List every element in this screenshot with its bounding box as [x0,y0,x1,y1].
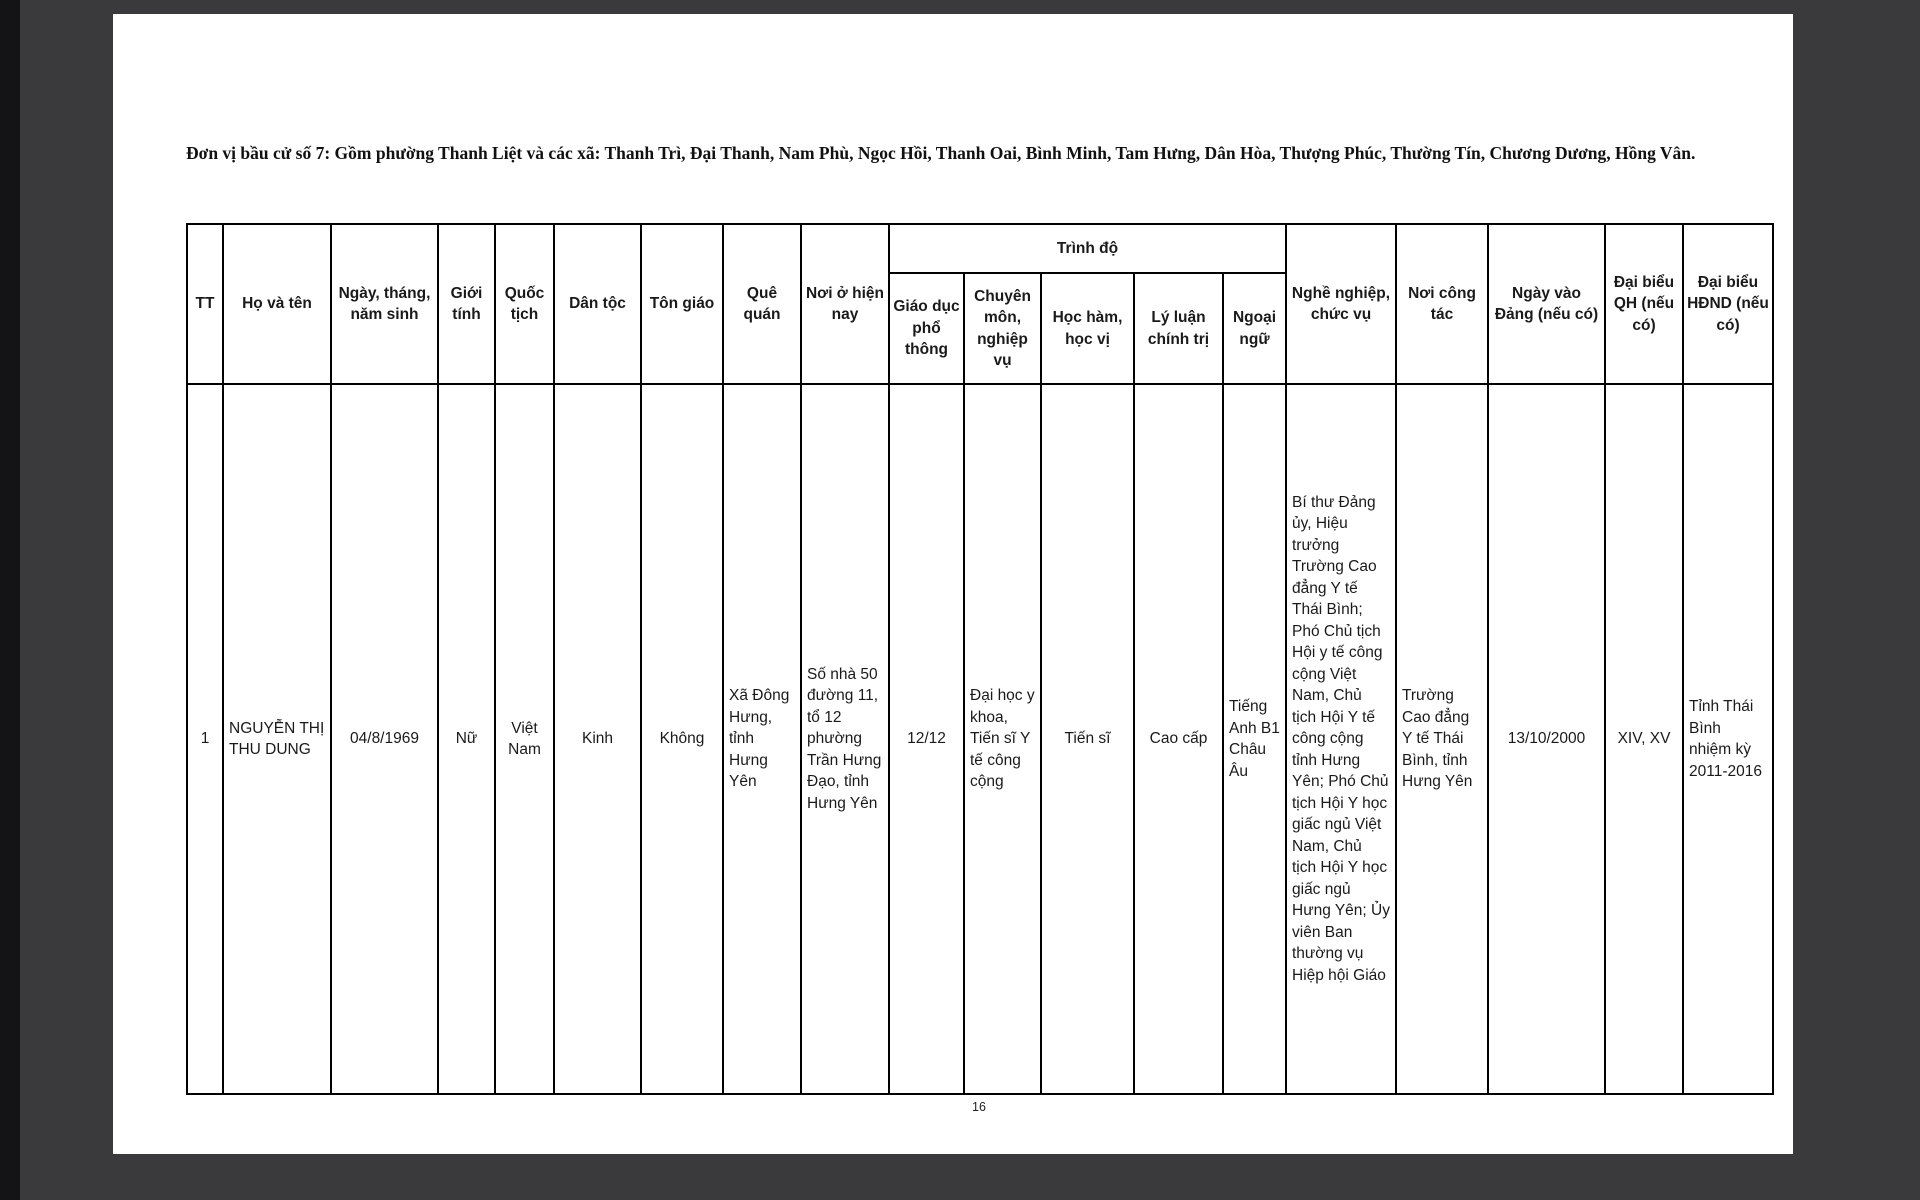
candidates-table [186,223,1774,1095]
cell-dan-toc: Kinh [554,384,641,1094]
cell-dai-bieu-qh: XIV, XV [1605,384,1683,1094]
electoral-unit-title: Đơn vị bầu cử số 7: Gồm phường Thanh Liệt và các xã: Thanh Trì, Đại Thanh, Nam Phù, Ngọc Hồi, Thanh Oai, Bình Minh, Tam Hưng, Dân Hòa, Thượng Phúc, Thường Tín, Chương Dương, Hồng Vân. [186,143,1696,163]
col-header-chuyen-mon: Chuyên môn, nghiệp vụ [964,273,1041,384]
viewer-left-edge [0,0,20,1200]
col-header-gdpt: Giáo dục phổ thông [889,273,964,384]
cell-quoc-tich: Việt Nam [495,384,554,1094]
col-header-nghe-nghiep: Nghề nghiệp, chức vụ [1286,224,1396,384]
col-header-dai-bieu-qh: Đại biểu QH (nếu có) [1605,224,1683,384]
col-header-que-quan: Quê quán [723,224,801,384]
candidate-row [187,384,1773,1094]
cell-gdpt: 12/12 [889,384,964,1094]
cell-noi-cong-tac: Trường Cao đẳng Y tế Thái Bình, tỉnh Hưng Yên [1396,384,1488,1094]
header-row-main [187,224,1773,273]
col-header-dan-toc: Dân tộc [554,224,641,384]
cell-noi-o: Số nhà 50 đường 11, tổ 12 phường Trần Hưng Đạo, tỉnh Hưng Yên [801,384,889,1094]
cell-ngoai-ngu: Tiếng Anh B1 Châu Âu [1223,384,1286,1094]
col-header-ngay-vao-dang: Ngày vào Đảng (nếu có) [1488,224,1605,384]
cell-ho-va-ten: NGUYỄN THỊ THU DUNG [223,384,331,1094]
col-header-noi-cong-tac: Nơi công tác [1396,224,1488,384]
cell-dai-bieu-hdnd: Tỉnh Thái Bình nhiệm kỳ 2011-2016 [1683,384,1773,1094]
cell-nghe-nghiep: Bí thư Đảng ủy, Hiệu trưởng Trường Cao đẳng Y tế Thái Bình; Phó Chủ tịch Hội y tế công cộng Việt Nam, Chủ tịch Hội Y tế công cộng tỉnh Hưng Yên; Phó Chủ tịch Hội Y học giấc ngủ Việt Nam, Chủ tịch Hội Y học giấc ngủ Hưng Yên; Ủy viên Ban thường vụ Hiệp hội Giáo [1286,384,1396,1094]
col-header-noi-o: Nơi ở hiện nay [801,224,889,384]
cell-hoc-ham: Tiến sĩ [1041,384,1134,1094]
cell-ton-giao: Không [641,384,723,1094]
col-header-ho-va-ten: Họ và tên [223,224,331,384]
page-number: 16 [972,1100,986,1114]
cell-ngay-sinh: 04/8/1969 [331,384,438,1094]
col-header-tt: TT [187,224,223,384]
cell-gioi-tinh: Nữ [438,384,495,1094]
col-header-hoc-ham: Học hàm, học vị [1041,273,1134,384]
cell-ly-luan: Cao cấp [1134,384,1223,1094]
col-header-gioi-tinh: Giới tính [438,224,495,384]
cell-tt: 1 [187,384,223,1094]
col-header-dai-bieu-hdnd: Đại biểu HĐND (nếu có) [1683,224,1773,384]
document-page [113,14,1793,1154]
col-group-trinh-do: Trình độ [889,224,1286,273]
cell-chuyen-mon: Đại học y khoa, Tiến sĩ Y tế công cộng [964,384,1041,1094]
col-header-ngay-sinh: Ngày, tháng, năm sinh [331,224,438,384]
col-header-ly-luan: Lý luận chính trị [1134,273,1223,384]
cell-que-quan: Xã Đông Hưng, tỉnh Hưng Yên [723,384,801,1094]
cell-ngay-vao-dang: 13/10/2000 [1488,384,1605,1094]
col-header-ngoai-ngu: Ngoại ngữ [1223,273,1286,384]
col-header-quoc-tich: Quốc tịch [495,224,554,384]
col-header-ton-giao: Tôn giáo [641,224,723,384]
